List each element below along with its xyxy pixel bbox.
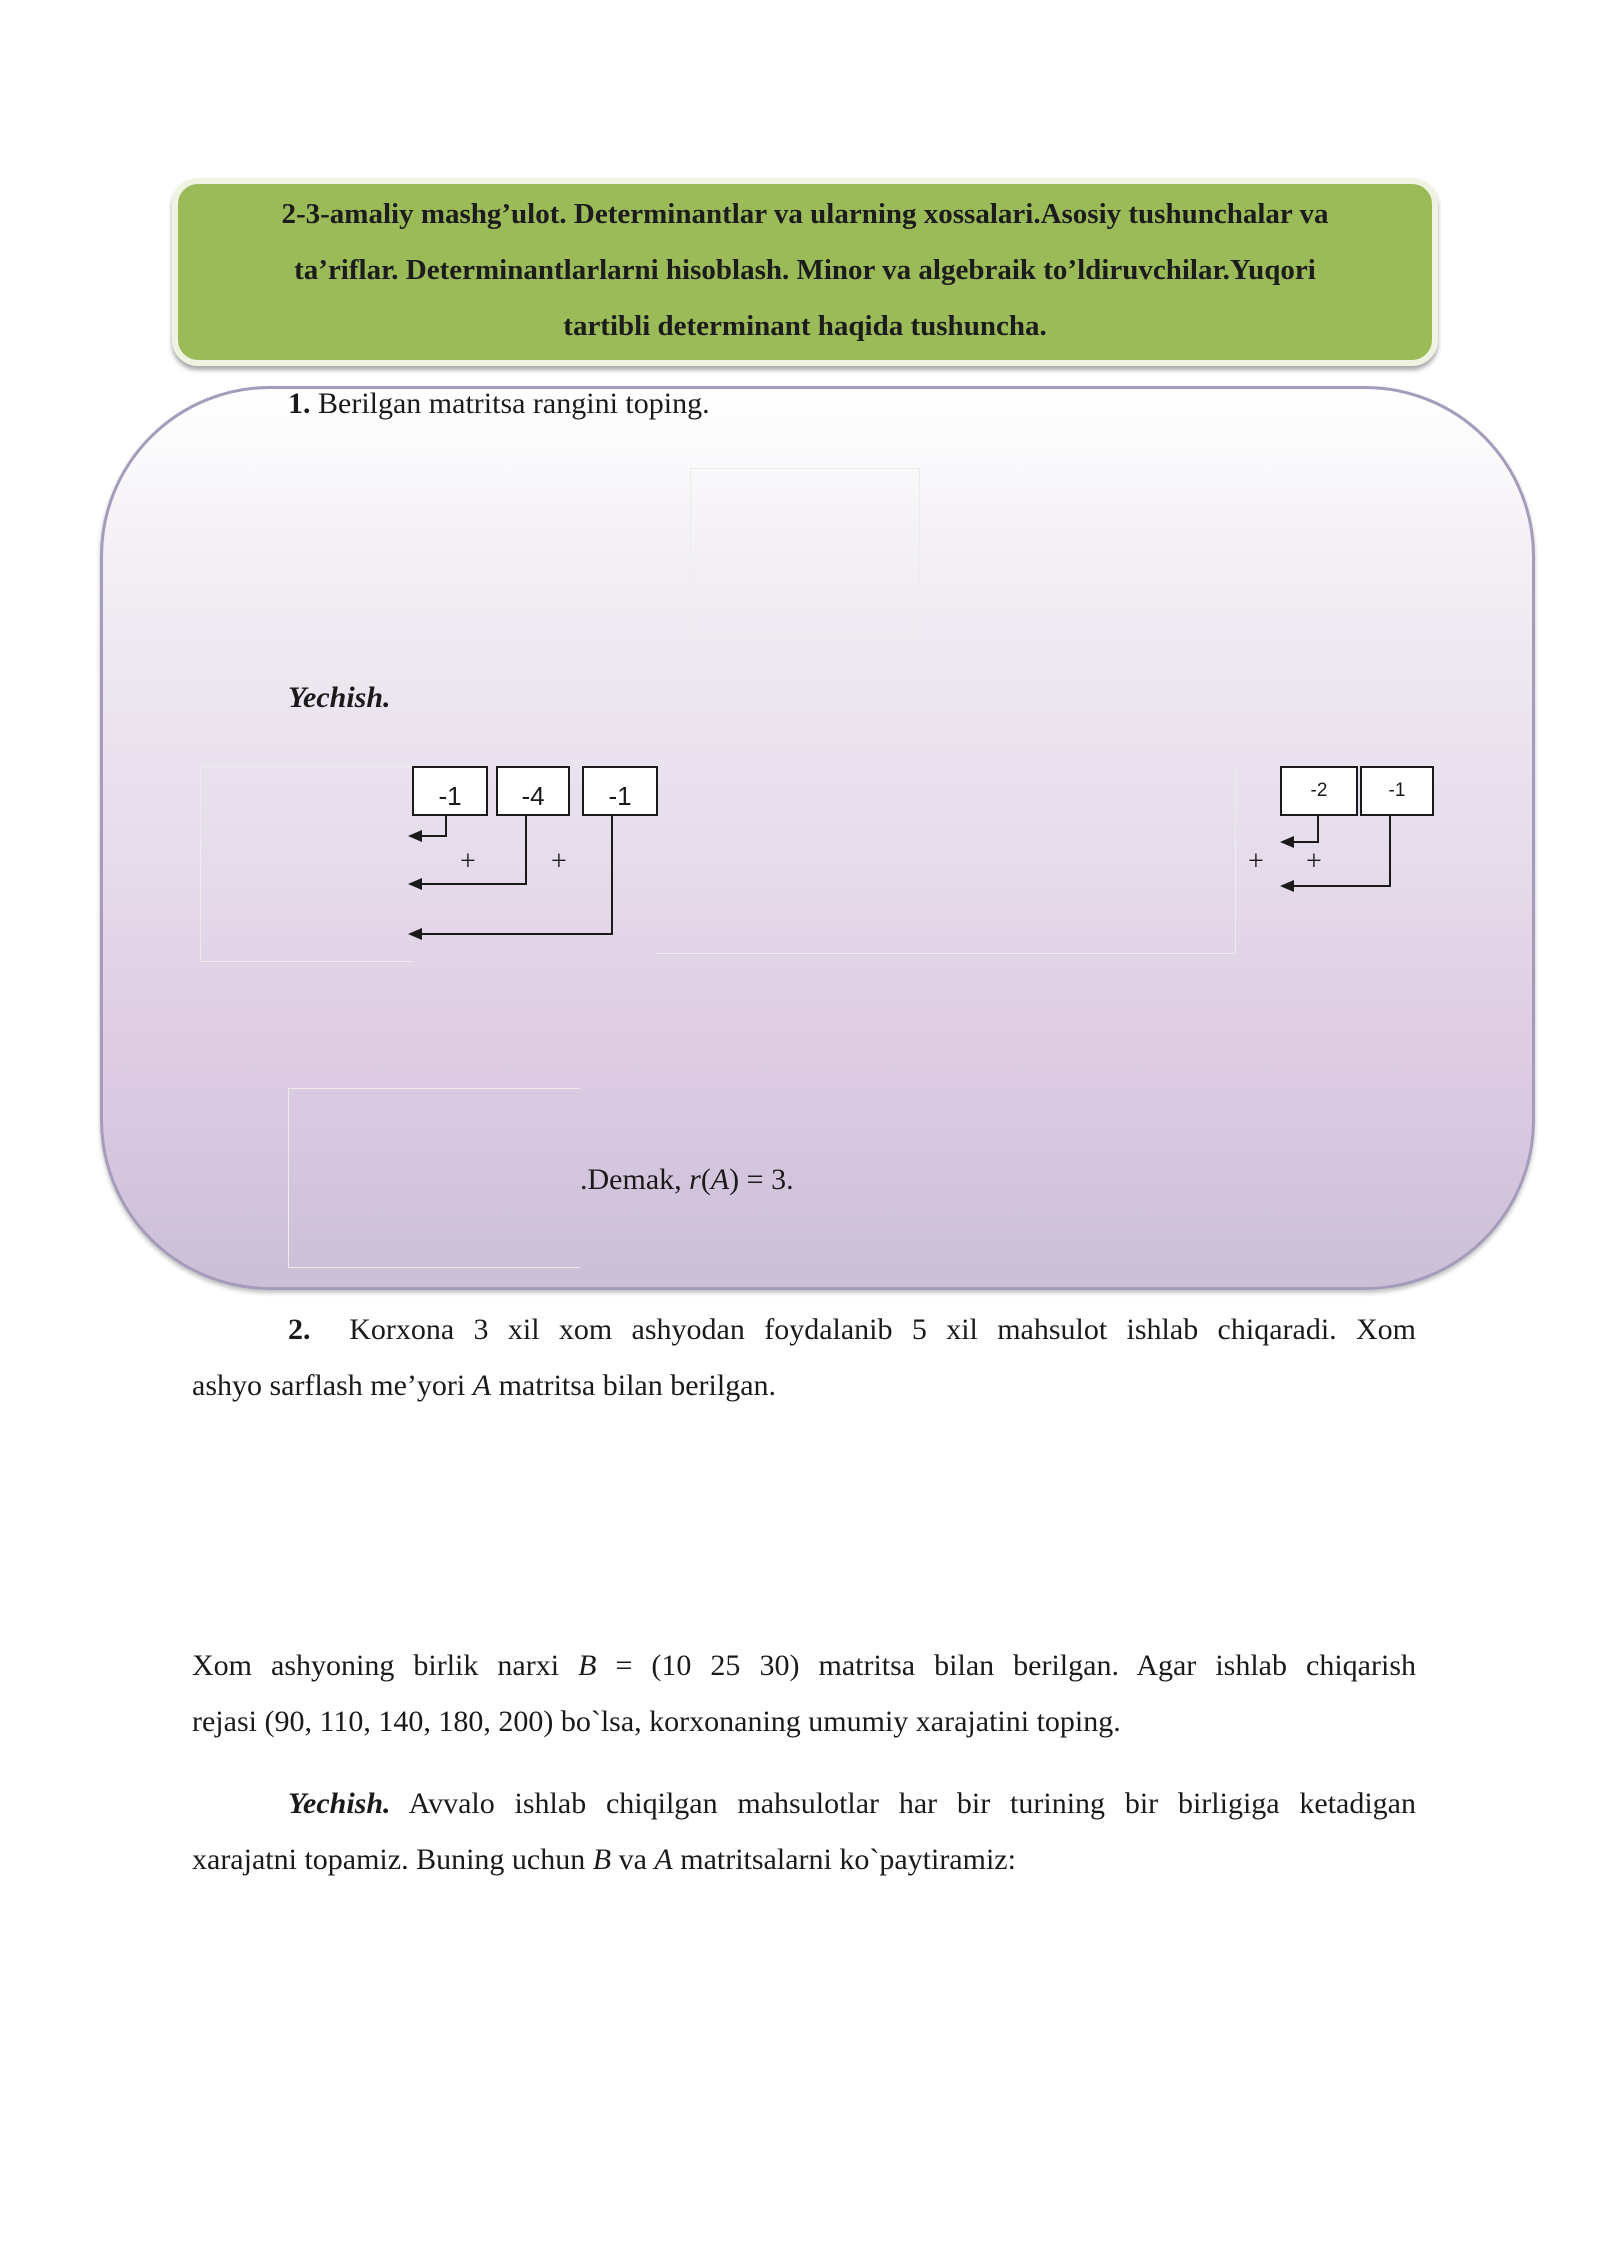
text-run: matritsalarni ko`paytiramiz: [672,1843,1016,1876]
equation-placeholder-left [200,766,412,962]
text-run: = (10 25 30) matritsa bilan berilgan. Agar ishlab chiqarish [596,1649,1416,1682]
conclusion-r: r [689,1163,701,1196]
problem-1-number: 1. [288,387,311,420]
math-B: B [592,1843,612,1876]
math-B: B [578,1649,597,1682]
math-A: A [472,1369,492,1402]
equation-placeholder-bottom [288,1088,580,1268]
title-line-2: ta’riflar. Determinantlarlarni hisoblash. Minor va algebraik to’ldiruvchilar.Yuqori [294,254,1316,286]
scheme-cell: -4 [496,766,570,816]
equation-placeholder-middle [656,770,1236,954]
plus-sign: + [1306,846,1322,877]
scheme-cell: -1 [412,766,488,816]
plus-sign: + [460,846,476,877]
sign-arrows-right [1270,812,1410,892]
text-run: Avvalo ishlab chiqilgan mahsulotlar har bir turining bir birligiga ketadigan [390,1787,1416,1820]
matrix-image-placeholder [690,468,920,638]
problem-2-solution-label: Yechish. [288,1787,391,1820]
math-A: A [654,1843,673,1876]
text-run: matritsa bilan berilgan. [491,1369,777,1402]
price-line-2: rejasi (90, 110, 140, 180, 200) bo`lsa, korxonaning umumiy xarajatini toping. [192,1705,1121,1738]
scheme-cell: -2 [1280,766,1358,816]
problem-2-number: 2. [288,1313,311,1346]
solution-2-line-2 [192,1838,1016,1882]
title-line-3: tartibli determinant haqida tushuncha. [563,310,1047,342]
problem-2-line-1 [288,1308,1416,1352]
conclusion-A: A [710,1163,730,1196]
title-line-1: 2-3-amaliy mashg’ulot. Determinantlar va ularning xossalari.Asosiy tushunchalar va [281,198,1329,230]
text-run: va [611,1843,655,1876]
problem-2-text: Korxona 3 xil xom ashyodan foydalanib 5 xil mahsulot ishlab chiqaradi. Xom [349,1313,1417,1346]
conclusion-open: ( [700,1163,711,1196]
sign-arrows-left [400,812,680,952]
problem-1-statement [288,382,710,426]
plus-sign: + [1248,846,1264,877]
text-run: Xom ashyoning birlik narxi [192,1649,579,1682]
problem-2-line-2 [192,1364,776,1408]
text-run: xarajatni topamiz. Buning uchun [192,1843,593,1876]
conclusion [580,1158,794,1202]
scheme-cell: -1 [1360,766,1434,816]
conclusion-close: ) = 3. [729,1163,794,1196]
text-run: ashyo sarflash me’yori [192,1369,473,1402]
solution-2-line-1 [288,1782,1416,1826]
problem-1-solution-label: Yechish. [288,681,391,714]
plus-sign: + [551,846,567,877]
problem-1-text: Berilgan matritsa rangini toping. [318,387,710,420]
price-line-1 [192,1644,1416,1688]
page-title [195,186,1415,354]
conclusion-prefix: .Demak, [580,1163,690,1196]
scheme-cell: -1 [582,766,658,816]
